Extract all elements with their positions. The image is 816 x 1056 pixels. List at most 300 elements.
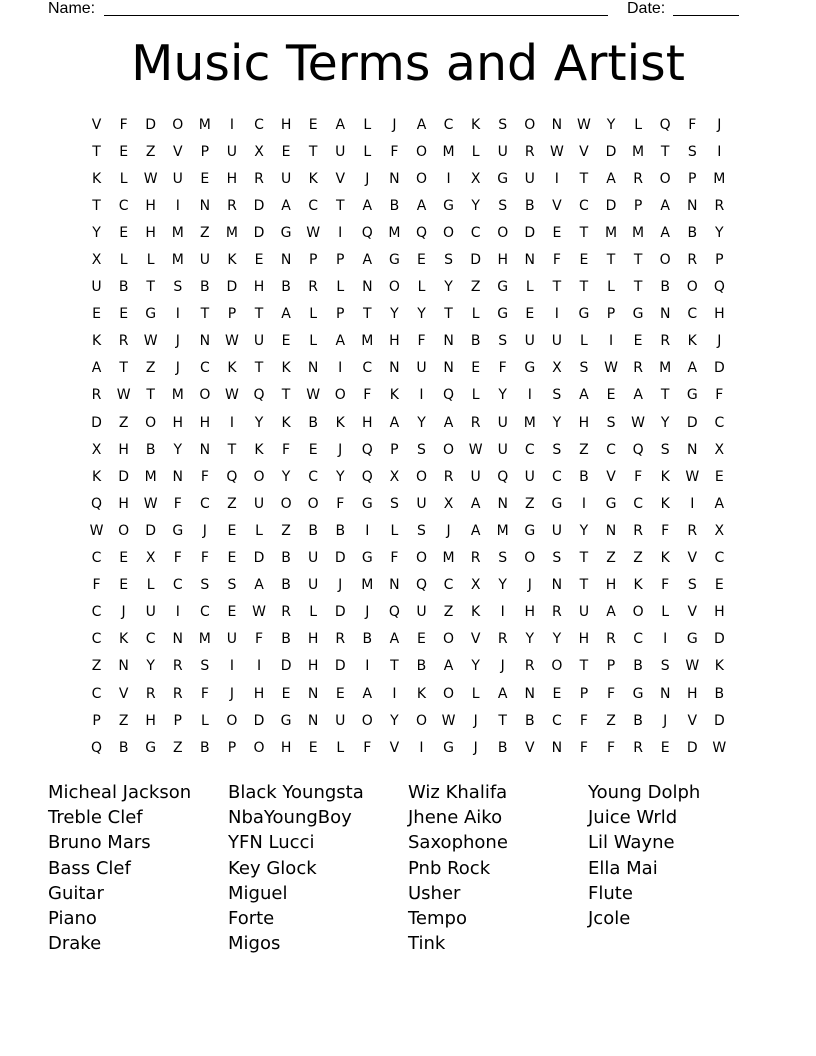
grid-letter: D [253,712,265,729]
grid-letter: O [118,522,130,539]
grid-letter: R [470,414,481,431]
word-list [48,780,768,956]
grid-letter: O [551,658,563,675]
grid-letter: C [714,414,725,431]
grid-letter: O [253,739,265,756]
grid-letter: E [254,252,264,269]
grid-letter: A [714,495,725,512]
grid-letter: C [524,441,535,458]
grid-letter: B [118,279,129,296]
grid-letter: C [199,604,210,621]
grid-letter: T [92,197,101,214]
grid-letter: W [631,414,646,431]
grid-row [83,680,733,707]
grid-letter: C [714,550,725,567]
grid-letter: Q [91,739,103,756]
grid-letter: W [116,387,131,404]
grid-letter: S [173,279,183,296]
grid-letter: H [578,631,590,648]
grid-letter: Z [524,495,535,512]
grid-letter: C [470,224,481,241]
grid-letter: U [524,333,535,350]
grid-letter: A [335,116,346,133]
grid-letter: I [229,116,234,133]
page-title: Music Terms and Artist [131,35,685,92]
grid-letter: M [198,631,211,648]
grid-letter: Z [145,360,156,377]
grid-letter: D [280,658,292,675]
grid-letter: U [524,468,535,485]
grid-letter: R [633,739,643,756]
grid-letter: O [497,224,509,241]
grid-letter: I [256,658,262,675]
grid-letter: N [497,495,508,512]
grid-letter: X [91,441,102,458]
grid-letter: L [336,739,345,756]
grid-letter: P [579,685,589,702]
word-list-item: Black Youngsta [228,782,364,803]
grid-letter: M [442,550,455,567]
grid-letter: H [307,631,319,648]
grid-letter: F [173,495,182,512]
grid-letter: K [660,468,670,485]
grid-letter: K [308,170,318,187]
grid-letter: S [498,116,508,133]
grid-letter: E [714,468,724,485]
grid-letter: E [119,306,129,323]
grid-letter: C [91,685,102,702]
grid-letter: S [498,333,508,350]
grid-letter: O [172,116,184,133]
grid-letter: Q [632,441,644,458]
grid-letter: L [607,279,615,296]
grid-letter: Z [633,550,643,567]
grid-row [83,653,733,680]
grid-letter: O [524,116,536,133]
grid-letter: N [172,468,184,485]
grid-letter: Y [335,468,345,485]
grid-letter: F [688,116,697,133]
grid-letter: N [362,279,373,296]
grid-letter: D [145,116,157,133]
grid-letter: F [363,739,372,756]
date-label: Date: [627,0,666,17]
grid-letter: T [444,306,453,323]
grid-letter: T [633,279,643,296]
grid-letter: T [579,658,589,675]
grid-letter: S [660,658,670,675]
grid-letter: Z [91,658,102,675]
grid-letter: U [308,550,319,567]
word-column [228,780,408,956]
grid-letter: J [365,170,370,187]
grid-letter: L [146,577,155,594]
grid-letter: D [253,197,265,214]
grid-letter: T [660,387,670,404]
grid-letter: D [334,604,346,621]
grid-letter: N [199,197,211,214]
grid-letter: W [143,333,158,350]
grid-letter: U [335,712,346,729]
grid-row [83,382,733,409]
grid-letter: Y [525,631,535,648]
grid-letter: H [118,441,129,458]
grid-letter: K [119,631,129,648]
grid-letter: C [633,495,643,512]
grid-letter: Y [146,658,155,675]
grid-letter: L [417,279,426,296]
grid-letter: K [471,116,481,133]
grid-letter: A [660,224,670,241]
grid-letter: O [280,495,292,512]
grid-row [83,219,733,246]
grid-letter: F [579,739,588,756]
word-list-item: Drake [48,933,102,955]
grid-letter: T [335,197,345,214]
grid-letter: H [714,306,725,323]
grid-letter: H [226,170,238,187]
grid-letter: E [227,550,237,567]
grid-letter: K [281,414,291,431]
grid-letter: B [362,631,373,648]
grid-letter: W [468,441,483,458]
grid-letter: I [663,631,668,648]
grid-letter: L [309,333,318,350]
grid-letter: K [714,658,724,675]
grid-letter: N [307,712,319,729]
grid-letter: R [145,685,156,702]
grid-letter: F [200,685,209,702]
grid-letter: A [389,414,400,431]
grid-letter: T [119,360,128,377]
grid-letter: E [119,143,129,160]
grid-letter: S [579,360,589,377]
grid-letter: N [172,631,184,648]
grid-letter: V [687,604,698,621]
grid-letter: U [497,414,508,431]
grid-letter: G [280,224,292,241]
grid-letter: C [308,197,319,214]
grid-letter: A [606,604,616,621]
grid-letter: E [227,522,237,539]
grid-letter: X [714,441,725,458]
grid-letter: E [417,631,426,648]
grid-letter: S [417,522,426,539]
grid-letter: L [580,333,588,350]
grid-letter: K [416,685,427,702]
grid-letter: G [497,170,509,187]
grid-letter: D [334,658,346,675]
grid-letter: B [633,712,643,729]
grid-letter: D [524,224,536,241]
grid-letter: S [552,441,562,458]
grid-letter: F [606,739,616,756]
grid-letter: R [552,604,562,621]
grid-letter: P [308,252,318,269]
grid-letter: M [523,414,536,431]
grid-letter: M [171,252,184,269]
grid-letter: E [579,252,589,269]
grid-letter: H [714,604,725,621]
grid-row [83,355,733,382]
grid-letter: T [579,577,589,594]
grid-letter: N [280,252,292,269]
grid-letter: F [200,550,209,567]
grid-letter: M [361,577,374,594]
grid-letter: L [471,685,480,702]
grid-letter: S [498,550,508,567]
grid-letter: Z [470,279,481,296]
grid-letter: L [363,116,372,133]
grid-letter: S [552,550,562,567]
grid-letter: W [143,170,158,187]
grid-letter: E [525,306,535,323]
grid-letter: U [253,333,265,350]
grid-letter: F [390,143,399,160]
grid-letter: H [686,685,698,702]
grid-letter: O [307,495,319,512]
grid-letter: H [524,604,536,621]
grid-letter: T [308,143,318,160]
grid-letter: E [552,685,562,702]
grid-letter: Y [281,468,291,485]
grid-letter: A [416,197,427,214]
grid-letter: F [200,468,209,485]
grid-letter: P [688,170,697,187]
word-list-item: Jcole [588,908,631,930]
grid-letter: C [91,604,102,621]
grid-letter: I [365,658,370,675]
grid-letter: L [255,522,263,539]
grid-letter: N [199,333,211,350]
grid-letter: O [334,387,346,404]
grid-letter: E [308,441,318,458]
grid-letter: A [443,414,454,431]
grid-row [83,138,733,165]
grid-letter: U [470,468,481,485]
grid-letter: W [143,495,158,512]
grid-letter: I [608,333,614,350]
grid-letter: R [633,522,643,539]
grid-letter: X [470,577,481,594]
grid-letter: C [443,577,454,594]
grid-letter: H [578,414,590,431]
grid-letter: U [497,441,508,458]
grid-letter: D [145,522,157,539]
grid-letter: K [91,468,102,485]
grid-letter: X [714,522,725,539]
grid-letter: D [713,631,725,648]
grid-letter: J [527,577,532,594]
grid-letter: N [659,685,671,702]
grid-letter: E [281,333,291,350]
grid-letter: X [443,495,454,512]
grid-letter: J [121,604,126,621]
grid-letter: U [226,631,238,648]
word-list-item: Wiz Khalifa [408,782,508,803]
grid-letter: X [470,170,481,187]
grid-letter: B [524,712,535,729]
grid-row [83,274,733,301]
grid-letter: P [633,197,643,214]
grid-letter: E [227,604,237,621]
grid-letter: Z [579,441,589,458]
grid-letter: R [254,170,264,187]
grid-letter: D [686,414,698,431]
grid-letter: J [365,604,370,621]
grid-letter: E [335,685,345,702]
word-list-item: Miguel [228,882,288,904]
word-list-item: Usher [408,882,461,904]
grid-letter: P [606,658,616,675]
grid-letter: D [605,197,617,214]
word-list-item: Migos [228,933,281,955]
grid-letter: A [470,495,481,512]
grid-letter: A [362,685,373,702]
grid-letter: C [91,631,102,648]
grid-letter: T [606,252,616,269]
grid-letter: I [338,360,343,377]
grid-letter: M [171,224,184,241]
grid-letter: C [551,468,562,485]
grid-letter: G [605,495,617,512]
grid-letter: T [579,224,589,241]
grid-letter: F [363,387,372,404]
grid-letter: B [633,658,643,675]
grid-letter: I [717,143,722,160]
grid-letter: Z [227,495,237,512]
grid-letter: H [253,685,265,702]
grid-letter: X [389,468,400,485]
grid-letter: M [604,224,618,241]
grid-letter: N [199,441,211,458]
word-list-item: Bruno Mars [48,832,151,854]
grid-letter: Q [415,577,427,594]
grid-letter: N [389,360,400,377]
grid-letter: C [91,550,102,567]
grid-letter: I [446,170,451,187]
grid-letter: W [577,116,591,133]
grid-letter: A [389,631,400,648]
grid-letter: A [362,252,373,269]
grid-letter: W [225,333,239,350]
grid-letter: B [281,577,291,594]
grid-letter: W [712,739,727,756]
grid-letter: G [172,522,184,539]
grid-letter: C [254,116,264,133]
grid-letter: L [525,279,534,296]
grid-letter: F [119,116,128,133]
grid-letter: C [118,197,129,214]
grid-letter: A [362,197,373,214]
grid-letter: Z [118,712,129,729]
grid-letter: R [91,387,102,404]
word-list-item: Guitar [48,882,104,904]
grid-letter: D [91,414,102,431]
grid-letter: O [443,685,455,702]
grid-letter: L [146,252,155,269]
grid-letter: L [634,116,642,133]
grid-letter: K [660,550,670,567]
grid-letter: C [633,631,643,648]
grid-letter: F [661,522,670,539]
grid-letter: W [604,360,618,377]
grid-letter: F [336,495,345,512]
grid-letter: K [254,441,264,458]
grid-letter: S [444,252,453,269]
grid-letter: Q [361,468,373,485]
grid-letter: O [524,550,536,567]
grid-letter: A [281,197,291,214]
grid-letter: O [632,604,644,621]
grid-row [83,626,733,653]
grid-letter: E [417,252,426,269]
grid-letter: N [389,577,400,594]
grid-letter: Y [471,658,480,675]
grid-row [83,328,733,355]
grid-letter: H [199,414,211,431]
grid-letter: U [199,252,210,269]
grid-letter: L [471,306,480,323]
grid-letter: X [145,550,156,567]
grid-letter: B [389,197,400,214]
grid-letter: F [498,360,507,377]
grid-letter: E [606,387,616,404]
grid-letter: V [335,170,346,187]
grid-letter: N [551,739,563,756]
grid-letter: U [226,143,238,160]
grid-letter: L [119,252,128,269]
grid-letter: F [390,550,399,567]
grid-letter: D [334,550,346,567]
grid-letter: G [632,685,644,702]
grid-letter: Z [281,522,291,539]
grid-letter: D [253,224,265,241]
grid-letter: K [227,252,237,269]
grid-letter: A [470,522,481,539]
grid-letter: J [473,712,478,729]
grid-letter: Q [659,116,671,133]
grid-letter: R [687,252,698,269]
grid-letter: Q [388,604,400,621]
grid-row [83,545,733,572]
grid-letter: H [145,224,156,241]
grid-letter: T [633,252,643,269]
grid-letter: B [660,279,670,296]
worksheet-header [48,0,748,20]
grid-letter: J [717,333,722,350]
grid-letter: U [416,604,427,621]
word-list-item: Piano [48,908,97,930]
grid-letter: L [661,604,670,621]
grid-letter: T [254,360,264,377]
grid-letter: R [281,604,291,621]
grid-letter: S [227,577,237,594]
grid-letter: G [145,739,157,756]
grid-letter: F [715,387,724,404]
grid-letter: F [92,577,101,594]
grid-letter: U [280,170,292,187]
grid-letter: K [227,360,237,377]
grid-letter: H [118,495,129,512]
grid-letter: K [335,414,345,431]
word-list-item: NbaYoungBoy [228,807,352,829]
grid-letter: N [551,116,563,133]
grid-letter: J [229,685,234,702]
grid-letter: E [552,224,562,241]
grid-letter: P [336,252,345,269]
grid-letter: E [92,306,101,323]
